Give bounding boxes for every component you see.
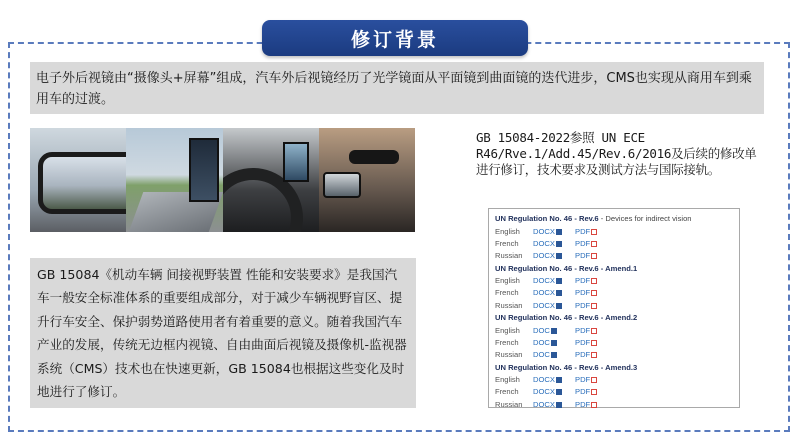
pdf-link[interactable] <box>575 387 597 396</box>
word-icon <box>556 241 562 247</box>
language-label: Russian <box>495 300 523 310</box>
pdf-link-label: PDF <box>575 300 591 310</box>
word-icon <box>556 389 562 395</box>
language-row <box>495 349 733 361</box>
pdf-link-label: PDF <box>575 399 591 409</box>
pdf-icon <box>591 389 597 395</box>
language-row <box>495 249 733 261</box>
language-label: English <box>495 226 520 236</box>
camera-shape <box>349 150 399 164</box>
language-label: English <box>495 276 520 286</box>
section-title: 修订背景 <box>262 20 528 56</box>
pdf-link-label: PDF <box>575 375 591 385</box>
pdf-link-label: PDF <box>575 337 591 347</box>
pdf-link[interactable] <box>575 227 597 236</box>
pdf-link[interactable] <box>575 251 597 260</box>
regulation-title-text: UN Regulation No. 46 - Rev.6 <box>495 214 599 223</box>
pdf-link[interactable] <box>575 239 597 248</box>
language-row <box>495 398 733 410</box>
pdf-link[interactable] <box>575 400 597 409</box>
cabin-photo <box>223 128 319 232</box>
language-label: English <box>495 325 520 335</box>
word-icon <box>551 328 557 334</box>
language-row <box>495 287 733 299</box>
doc-link-label: DOCX <box>533 226 555 236</box>
language-row <box>495 386 733 398</box>
doc-link[interactable] <box>533 326 575 335</box>
gb-standard-text: GB 15084《机动车辆 间接视野装置 性能和安装要求》是我国汽车一般安全标准体系的重要组成部分，对于减少车辆视野盲区、提升行车安全、保护弱势道路使用者有着重要的意义。随着我国汽车产业的发展，传统无边框内视镜、自由曲面后视镜及摄像机-监视器系统（CMS）技术也在快速更新，GB 15084也根据这些变化及时地进行了修订。 <box>30 258 416 408</box>
doc-link[interactable] <box>533 227 575 236</box>
language-row <box>495 225 733 237</box>
language-row <box>495 275 733 287</box>
word-icon <box>556 303 562 309</box>
doc-link[interactable] <box>533 338 575 347</box>
regulation-subtitle: - Devices for indirect vision <box>598 214 692 223</box>
language-label: French <box>495 288 519 298</box>
pdf-link[interactable] <box>575 338 597 347</box>
display-panel-shape <box>189 138 219 202</box>
pdf-link[interactable] <box>575 276 597 285</box>
language-row <box>495 324 733 336</box>
doc-link-label: DOCX <box>533 387 555 397</box>
pdf-link-label: PDF <box>575 276 591 286</box>
intro-text: 电子外后视镜由“摄像头+屏幕”组成，汽车外后视镜经历了光学镜面从平面镜到曲面镜的迭代进步，CMS也实现从商用车到乘用车的过渡。 <box>30 62 764 114</box>
doc-link-label: DOCX <box>533 399 555 409</box>
language-label: Russian <box>495 250 523 260</box>
pdf-link-label: PDF <box>575 226 591 236</box>
doc-link[interactable] <box>533 387 575 396</box>
doc-link[interactable] <box>533 251 575 260</box>
road-camera-photo <box>126 128 222 232</box>
pdf-link-label: PDF <box>575 288 591 298</box>
regulation-title <box>495 363 733 372</box>
language-label: Russian <box>495 350 523 360</box>
doc-link[interactable] <box>533 301 575 310</box>
pdf-link[interactable] <box>575 350 597 359</box>
pdf-link[interactable] <box>575 301 597 310</box>
doc-link[interactable] <box>533 350 575 359</box>
word-icon <box>556 229 562 235</box>
regulation-title <box>495 264 733 273</box>
pdf-link-label: PDF <box>575 250 591 260</box>
language-row <box>495 374 733 386</box>
word-icon <box>556 290 562 296</box>
doc-link[interactable] <box>533 288 575 297</box>
pdf-link[interactable] <box>575 375 597 384</box>
reference-text: GB 15084-2022参照 UN ECE R46/Rve.1/Add.45/Rev.6/2016及后续的修改单进行修订，技术要求及测试方法与国际接轨。 <box>476 130 757 177</box>
cabin-screen-shape <box>283 142 309 182</box>
pdf-link-label: PDF <box>575 387 591 397</box>
word-icon <box>551 352 557 358</box>
un-regulation-list <box>488 208 740 408</box>
doc-link[interactable] <box>533 276 575 285</box>
regulation-title <box>495 214 733 223</box>
doc-link[interactable] <box>533 239 575 248</box>
doc-link-label: DOCX <box>533 276 555 286</box>
pdf-icon <box>591 278 597 284</box>
language-label: French <box>495 387 519 397</box>
regulation-title-text: UN Regulation No. 46 - Rev.6 - Amend.3 <box>495 362 638 372</box>
pdf-icon <box>591 328 597 334</box>
doc-link-label: DOCX <box>533 375 555 385</box>
doc-link[interactable] <box>533 400 575 409</box>
doc-link-label: DOCX <box>533 238 555 248</box>
doc-link-label: DOC <box>533 325 550 335</box>
pdf-icon <box>591 241 597 247</box>
mirror-photo-strip <box>30 128 415 232</box>
doc-link-label: DOC <box>533 350 550 360</box>
language-label: French <box>495 337 519 347</box>
word-icon <box>556 278 562 284</box>
pdf-link-label: PDF <box>575 325 591 335</box>
pdf-icon <box>591 303 597 309</box>
doc-link-label: DOCX <box>533 300 555 310</box>
pdf-icon <box>591 340 597 346</box>
pdf-icon <box>591 229 597 235</box>
language-label: Russian <box>495 399 523 409</box>
word-icon <box>556 377 562 383</box>
pdf-link-label: PDF <box>575 350 591 360</box>
mirror-shape <box>38 152 126 214</box>
pdf-icon <box>591 377 597 383</box>
camera-monitor-photo <box>319 128 415 232</box>
language-label: French <box>495 238 519 248</box>
language-label: English <box>495 375 520 385</box>
monitor-shape <box>323 172 361 198</box>
pdf-icon <box>591 352 597 358</box>
pdf-link[interactable] <box>575 288 597 297</box>
word-icon <box>556 402 562 408</box>
pdf-link-label: PDF <box>575 238 591 248</box>
regulation-title <box>495 313 733 322</box>
language-row <box>495 336 733 348</box>
regulation-title-text: UN Regulation No. 46 - Rev.6 - Amend.2 <box>495 313 638 323</box>
word-icon <box>556 253 562 259</box>
pdf-icon <box>591 253 597 259</box>
doc-link-label: DOC <box>533 337 550 347</box>
doc-link[interactable] <box>533 375 575 384</box>
pdf-icon <box>591 402 597 408</box>
doc-link-label: DOCX <box>533 288 555 298</box>
language-row <box>495 237 733 249</box>
doc-link-label: DOCX <box>533 250 555 260</box>
language-row <box>495 299 733 311</box>
regulation-title-text: UN Regulation No. 46 - Rev.6 - Amend.1 <box>495 263 638 273</box>
word-icon <box>551 340 557 346</box>
interior-mirror-photo <box>30 128 126 232</box>
pdf-icon <box>591 290 597 296</box>
pdf-link[interactable] <box>575 326 597 335</box>
